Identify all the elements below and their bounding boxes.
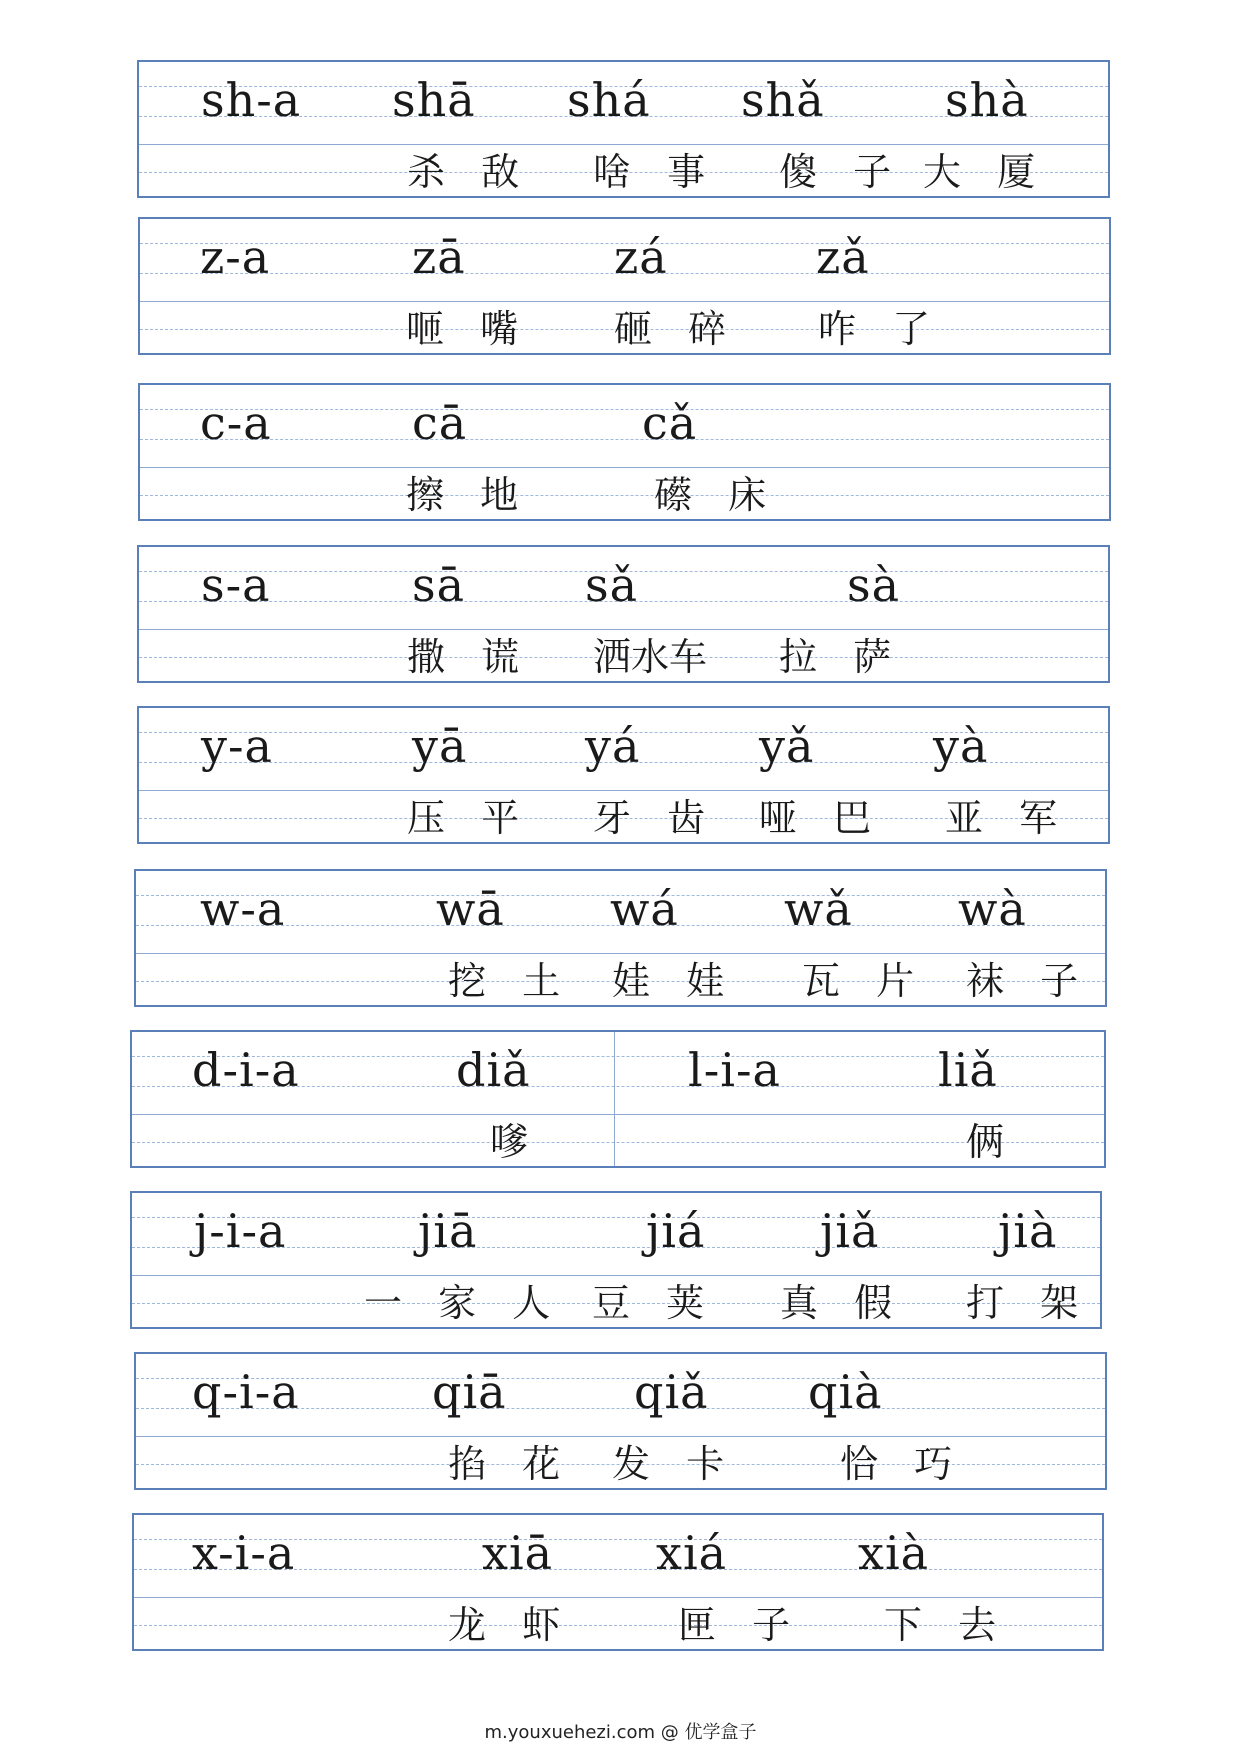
word: 傻 子 (779, 150, 904, 194)
pinyin-row (134, 869, 1107, 1007)
pinyin-spelling: x-i-a (192, 1526, 296, 1580)
word: 亚 军 (945, 796, 1070, 840)
pinyin-tone: wà (958, 882, 1027, 936)
word: 杀 敌 (407, 150, 532, 194)
pinyin-row (138, 217, 1111, 355)
word: 嗲 (490, 1120, 541, 1164)
pinyin-tone: shǎ (741, 73, 825, 127)
pinyin-tone: xià (858, 1526, 930, 1580)
pinyin-tone: zá (614, 230, 668, 284)
word: 龙 虾 (448, 1603, 573, 1647)
pinyin-tone: yà (933, 719, 989, 773)
pinyin-tone: xiá (656, 1526, 728, 1580)
word: 撒 谎 (407, 635, 532, 679)
word: 拉 萨 (779, 635, 904, 679)
pinyin-tone: jiā (418, 1204, 478, 1258)
word: 压 平 (407, 796, 532, 840)
column-divider (614, 1032, 615, 1166)
pinyin-row (130, 1191, 1102, 1329)
pinyin-tone: qiā (432, 1365, 507, 1419)
pinyin-tone: shā (392, 73, 476, 127)
pinyin-tone: wā (436, 882, 505, 936)
pinyin-tone: jiá (646, 1204, 706, 1258)
pinyin-tone: jiǎ (820, 1204, 880, 1258)
word: 发 卡 (612, 1442, 737, 1486)
word: 打 架 (966, 1281, 1091, 1325)
pinyin-tone: xiā (482, 1526, 554, 1580)
pinyin-tone: yǎ (759, 719, 815, 773)
pinyin-tone: liǎ (938, 1043, 998, 1097)
pinyin-tone: qià (808, 1365, 883, 1419)
word: 咋 了 (818, 307, 943, 351)
word: 哑 巴 (759, 796, 884, 840)
word: 咂 嘴 (406, 307, 531, 351)
pinyin-spelling: sh-a (201, 73, 302, 127)
pinyin-tone: yā (412, 719, 468, 773)
word: 挖 土 (448, 959, 573, 1003)
pinyin-row (137, 60, 1110, 198)
word: 擦 地 (406, 473, 531, 517)
pinyin-tone: zǎ (816, 230, 870, 284)
word: 恰 巧 (840, 1442, 965, 1486)
word: 豆 荚 (592, 1281, 717, 1325)
pinyin-row (137, 545, 1110, 683)
pinyin-spelling: y-a (201, 719, 273, 773)
pinyin-tone: cā (412, 396, 468, 450)
pinyin-tone: cǎ (642, 396, 698, 450)
word: 掐 花 (448, 1442, 573, 1486)
pinyin-spelling: s-a (201, 558, 271, 612)
pinyin-tone: sǎ (585, 558, 639, 612)
pinyin-tone: yá (585, 719, 641, 773)
pinyin-spelling: z-a (200, 230, 271, 284)
pinyin-tone: shà (945, 73, 1029, 127)
footer-source: m.youxuehezi.com @ 优学盒子 (484, 1722, 757, 1743)
pinyin-row (137, 706, 1110, 844)
pinyin-spelling: d-i-a (192, 1043, 300, 1097)
word: 一 家 人 (364, 1281, 563, 1325)
word: 啥 事 (593, 150, 718, 194)
word: 匣 子 (678, 1603, 803, 1647)
pinyin-tone: wǎ (784, 882, 853, 936)
pinyin-tone: qiǎ (634, 1365, 709, 1419)
pinyin-tone: sā (412, 558, 466, 612)
pinyin-spelling: l-i-a (688, 1043, 781, 1097)
pinyin-row-split (130, 1030, 1106, 1168)
pinyin-tone: jià (998, 1204, 1058, 1258)
pinyin-row (132, 1513, 1104, 1651)
word: 瓦 片 (802, 959, 927, 1003)
pinyin-tone: sà (847, 558, 901, 612)
word: 下 去 (884, 1603, 1009, 1647)
pinyin-spelling: w-a (200, 882, 286, 936)
pinyin-tone: diǎ (456, 1043, 531, 1097)
pinyin-tone: zā (412, 230, 466, 284)
pinyin-row (138, 383, 1111, 521)
word: 俩 (966, 1120, 1017, 1164)
word: 洒水车 (593, 635, 708, 679)
pinyin-tone: shá (567, 73, 651, 127)
pinyin-row (134, 1352, 1107, 1490)
word: 砸 碎 (614, 307, 739, 351)
pinyin-spelling: c-a (200, 396, 272, 450)
word: 真 假 (780, 1281, 905, 1325)
word: 牙 齿 (593, 796, 718, 840)
word: 大 厦 (923, 150, 1048, 194)
pinyin-spelling: q-i-a (192, 1365, 300, 1419)
word: 袜 子 (966, 959, 1091, 1003)
word: 娃 娃 (612, 959, 737, 1003)
word: 礤 床 (654, 473, 779, 517)
pinyin-spelling: j-i-a (194, 1204, 287, 1258)
pinyin-tone: wá (610, 882, 679, 936)
